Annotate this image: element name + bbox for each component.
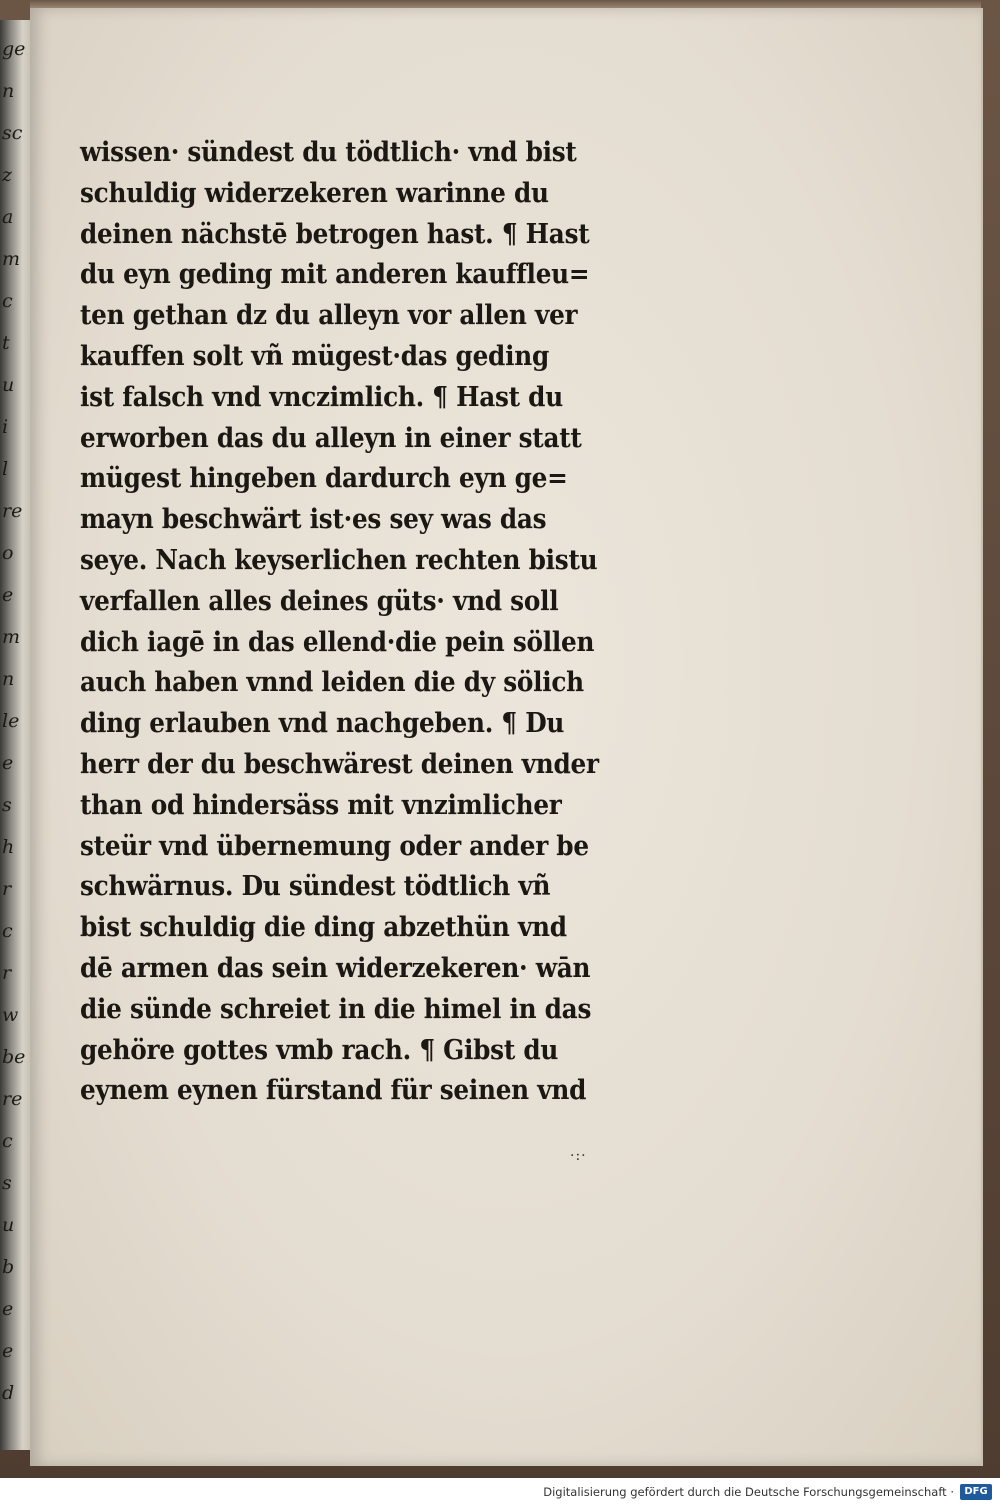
previous-page-fragment: t	[2, 332, 10, 354]
text-line: auch haben vnnd leiden die dy sölich	[80, 666, 584, 699]
previous-page-fragment: z	[2, 164, 13, 186]
previous-page-fragment: s	[2, 1172, 12, 1194]
text-line: mügest hingeben dardurch eyn ge=	[80, 462, 568, 495]
previous-page-fragment: h	[2, 836, 15, 858]
text-line: mayn beschwärt ist·es sey was das	[80, 503, 547, 536]
previous-page-fragment: i	[2, 416, 9, 438]
text-line: kauffen solt vñ mügest·das geding	[80, 339, 549, 372]
previous-page-fragment: n	[2, 668, 15, 690]
previous-page-fragment: e	[2, 752, 14, 774]
text-line: erworben das du alleyn in einer statt	[80, 421, 582, 454]
text-line: verfallen alles deines güts· vnd soll	[80, 584, 559, 617]
previous-page-edge	[0, 20, 30, 1450]
text-line: ist falsch vnd vnczimlich. ¶ Hast du	[80, 380, 563, 413]
previous-page-fragment: o	[2, 542, 14, 564]
previous-page-fragment: le	[2, 710, 20, 732]
funding-credit: Digitalisierung gefördert durch die Deutsche Forschungsgemeinschaft ·	[543, 1485, 954, 1499]
text-line: schwärnus. Du sündest tödtlich vñ	[80, 870, 551, 903]
previous-page-fragment: l	[2, 458, 9, 480]
previous-page-fragment: e	[2, 584, 14, 606]
previous-page-fragment: u	[2, 374, 15, 396]
text-line: dē armen das sein widerzekeren· wān	[80, 951, 591, 984]
text-line: ding erlauben vnd nachgeben. ¶ Du	[80, 707, 565, 740]
previous-page-fragment: r	[2, 962, 12, 984]
previous-page-fragment: c	[2, 920, 13, 942]
previous-page-fragment: e	[2, 1340, 14, 1362]
text-line: than od hindersäss mit vnzimlicher	[80, 788, 562, 821]
page-text-block	[80, 132, 690, 1111]
text-line: eynem eynen fürstand für seinen vnd	[80, 1074, 587, 1107]
previous-page-fragment: sc	[2, 122, 23, 144]
text-line: schuldig widerzekeren warinne du	[80, 176, 549, 209]
text-line: du eyn geding mit anderen kauffleu=	[80, 258, 590, 291]
text-line: deinen nächstē betrogen hast. ¶ Hast	[80, 217, 590, 250]
previous-page-fragment: be	[2, 1046, 26, 1068]
dfg-logo-icon: DFG	[960, 1484, 992, 1500]
previous-page-fragment: s	[2, 794, 12, 816]
previous-page-fragment: ge	[2, 38, 26, 60]
previous-page-fragment: c	[2, 290, 13, 312]
text-line: bist schuldig die ding abzethün vnd	[80, 911, 567, 944]
previous-page-fragment: u	[2, 1214, 15, 1236]
previous-page-fragment: m	[2, 248, 21, 270]
previous-page-fragment: d	[2, 1382, 15, 1404]
previous-page-fragment: n	[2, 80, 15, 102]
text-line: wissen· sündest du tödtlich· vnd bist	[80, 136, 577, 168]
previous-page-fragment: b	[2, 1256, 15, 1278]
previous-page-fragment: w	[2, 1004, 19, 1026]
previous-page-fragment: c	[2, 1130, 13, 1152]
previous-page-fragment: a	[2, 206, 14, 228]
text-line: gehöre gottes vmb rach. ¶ Gibst du	[80, 1033, 559, 1066]
previous-page-fragment: r	[2, 878, 12, 900]
text-line: ten gethan dz du alleyn vor allen ver	[80, 299, 578, 332]
text-line: dich iagē in das ellend·die pein söllen	[80, 625, 595, 658]
text-line: seye. Nach keyserlichen rechten bistu	[80, 543, 598, 576]
previous-page-fragment: e	[2, 1298, 14, 1320]
text-line: steür vnd übernemung oder ander be	[80, 829, 589, 862]
previous-page-fragment: m	[2, 626, 21, 648]
text-line: herr der du beschwärest deinen vnder	[80, 747, 599, 780]
previous-page-fragment: re	[2, 1088, 23, 1110]
digitization-footer	[0, 1478, 1000, 1506]
previous-page-fragment: re	[2, 500, 23, 522]
page-end-ornament: ·:·	[570, 1148, 587, 1164]
text-line: die sünde schreiet in die himel in das	[80, 992, 592, 1025]
